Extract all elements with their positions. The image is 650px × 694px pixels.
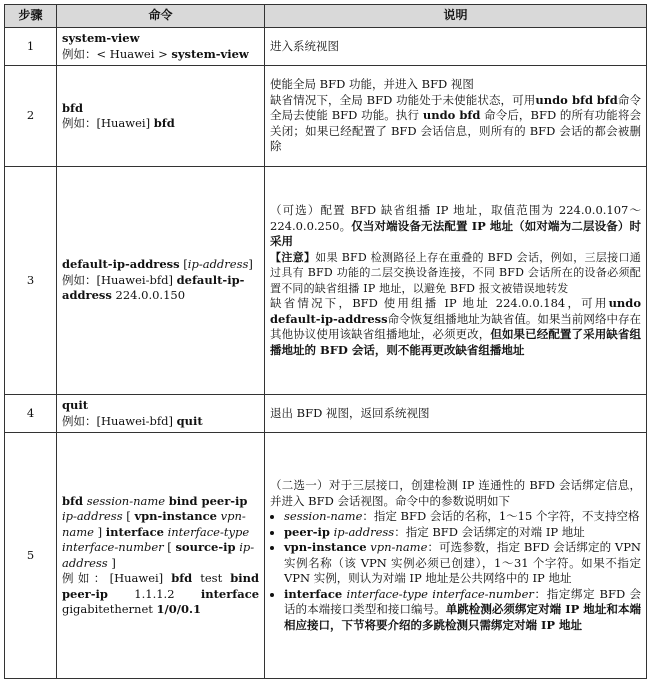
description-cell: （二选一）对于三层接口，创建检测 IP 连通性的 BFD 会话绑定信息，并进入 BFD 会话视图。命令中的参数说明如下 • session-name：指定 BFD 会话的名称，1～15 个字符，不支持空格 • peer-ip ip-address：指定 BFD 会话绑定的对端 IP 地址 • vpn-instance vpn-name：可选参数，指定 BFD 会话绑定的 VPN 实例名称（该 VPN 实例必须已创建），1～31 个字符。如果不指定 VPN 实例，则认为对端 IP 地址是公共网络中的 IP 地址 • interface interface-type interface-number：指定绑定 BFD 会话的本端接口类型和接口编号。单跳检测必须绑定对端 IP 地址和本端相应接口，下节将要介绍的多跳检测只需绑定对端 IP 地址 [265, 433, 647, 679]
table-row [5, 167, 647, 395]
table-row [5, 66, 647, 167]
command-cell [57, 433, 265, 679]
table-row [5, 395, 647, 433]
list-item: • session-name：指定 BFD 会话的名称，1～15 个字符，不支持空格 [284, 509, 641, 525]
header-step: 步骤 [5, 5, 57, 28]
table-row [5, 433, 647, 679]
command-example: 例如：[Huawei-bfd] quit [62, 413, 203, 428]
command-keyword: bfd [62, 100, 84, 115]
command-table [4, 4, 647, 679]
command-example: 例如：[Huawei-bfd] default-ip-address 224.0.0.150 [62, 272, 245, 303]
command-keyword: default-ip-address [62, 257, 180, 272]
step-number: 2 [5, 66, 57, 167]
command-syntax: bfd session-name bind peer-ip ip-address [ vpn-instance vpn-name ] interface interface-type interface-number [ source-ip ip-address ] [62, 493, 255, 570]
command-example: 例如：[Huawei] bfd [62, 116, 175, 130]
description-cell: （可选）配置 BFD 缺省组播 IP 地址，取值范围为 224.0.0.107～224.0.0.250。仅当对端设备无法配置 IP 地址（如对端为二层设备）时采用 【注意】如果 BFD 检测路径上存在重叠的 BFD 会话，例如，三层接口通过具有 BFD 功能的二层交换设备连接，不同 BFD 会话所在的设备必须配置不同的缺省组播 IP 地址，以避免 BFD 报文被错误地转发 缺省情况下，BFD 使用组播 IP 地址 224.0.0.184，可用undo default-ip-address命令恢复组播地址为缺省值。如果当前网络中存在其他协议使用该缺省组播地址，必须更改，但如果已经配置了采用缺省组播地址的 BFD 会话，则不能再更改缺省组播地址 [265, 167, 647, 395]
description-cell: 进入系统视图 [265, 28, 647, 66]
table-row [5, 28, 647, 66]
command-keyword: system-view [62, 31, 140, 45]
description-cell: 使能全局 BFD 功能，并进入 BFD 视图 缺省情况下，全局 BFD 功能处于未使能状态，可用undo bfd bfd命令全局去使能 BFD 功能。执行 undo bfd 命令后，BFD 的所有功能将会关闭；如果已经配置了 BFD 会话信息，则所有的 BFD 会话的都会被删除 [265, 66, 647, 167]
description-cell: 退出 BFD 视图，返回系统视图 [265, 395, 647, 433]
list-item: • vpn-instance vpn-name：可选参数，指定 BFD 会话绑定的 VPN 实例名称（该 VPN 实例必须已创建），1～31 个字符。如果不指定 VPN 实例，则认为对端 IP 地址是公共网络中的 IP 地址 [284, 540, 641, 587]
list-item: • peer-ip ip-address：指定 BFD 会话绑定的对端 IP 地址 [284, 525, 641, 541]
step-number: 4 [5, 395, 57, 433]
header-command: 命令 [57, 5, 265, 28]
parameter-list [270, 509, 641, 633]
command-cell [57, 28, 265, 66]
command-keyword: quit [62, 398, 89, 412]
command-cell [57, 395, 265, 433]
command-example: 例如：[Huawei] bfd test bind peer-ip 1.1.1.2 interface gigabitethernet 1/0/0.1 [62, 571, 260, 616]
header-description: 说明 [265, 5, 647, 28]
list-item: • interface interface-type interface-number：指定绑定 BFD 会话的本端接口类型和接口编号。单跳检测必须绑定对端 IP 地址和本端相应接口，下节将要介绍的多跳检测只需绑定对端 IP 地址 [284, 587, 641, 634]
command-example: 例如：< Huawei > system-view [62, 46, 249, 61]
command-cell: default-ip-address [ip-address] 例如：[Huawei-bfd] default-ip-address 224.0.0.150 [57, 167, 265, 395]
step-number: 1 [5, 28, 57, 66]
step-number: 5 [5, 433, 57, 679]
command-cell [57, 66, 265, 167]
note-block: 【注意】如果 BFD 检测路径上存在重叠的 BFD 会话，例如，三层接口通过具有 BFD 功能的二层交换设备连接，不同 BFD 会话所在的设备必须配置不同的缺省组播 IP 地址，以避免 BFD 报文被错误地转发 [270, 250, 641, 295]
table-header-row [5, 5, 647, 28]
step-number: 3 [5, 167, 57, 395]
